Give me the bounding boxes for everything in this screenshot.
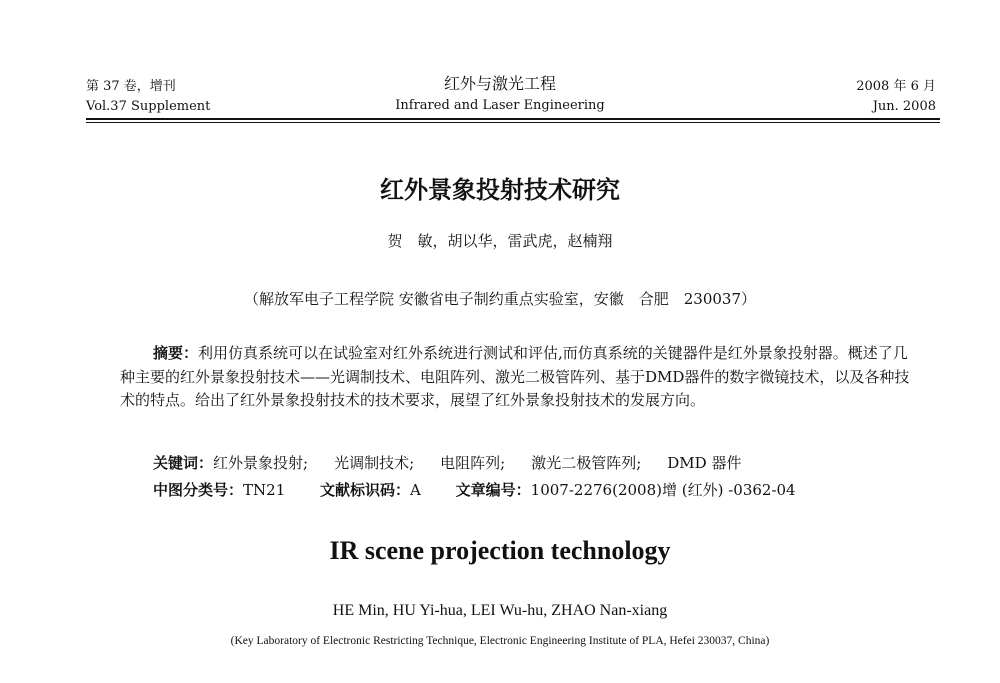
header-rule-thick	[86, 118, 940, 120]
date-cn: 2008 年 6 月	[856, 79, 936, 94]
article-id-group	[456, 481, 796, 499]
affiliation-en: (Key Laboratory of Electronic Restricting Technique, Electronic Engineering Institute of PLA, Hefei 230037, China)	[230, 635, 770, 647]
volume-en: Vol.37 Supplement	[86, 99, 211, 114]
article-id-value: 1007-2276(2008)增 (红外) -0362-04	[530, 481, 796, 499]
keyword-item: 电阻阵列;	[440, 454, 506, 472]
keyword-item: DMD 器件	[667, 454, 742, 472]
doc-code-group	[320, 481, 421, 499]
clc-group	[153, 481, 285, 499]
volume-cn: 第 37 卷，增刊	[86, 79, 176, 94]
abstract-text: 利用仿真系统可以在试验室对红外系统进行测试和评估,而仿真系统的关键器件是红外景象投射器。概述了几种主要的红外景象投射技术——光调制技术、电阻阵列、激光二极管阵列、基于DMD器件的数字微镜技术，以及各种技术的特点。给出了红外景象投射技术的技术要求，展望了红外景象投射技术的发展方向。	[120, 344, 910, 409]
clc-label: 中图分类号：	[153, 481, 244, 499]
keywords	[153, 452, 913, 474]
journal-name	[0, 73, 1000, 117]
paper-title-cn: 红外景象投射技术研究	[380, 176, 620, 204]
keyword-item: 光调制技术;	[334, 454, 415, 472]
article-id-label: 文章编号：	[455, 481, 531, 499]
journal-date	[856, 77, 936, 117]
classification	[153, 479, 913, 501]
header-rule-thin	[86, 122, 940, 123]
authors-en: HE Min, HU Yi-hua, LEI Wu-hu, ZHAO Nan-xiang	[332, 602, 668, 619]
abstract	[120, 342, 910, 413]
keyword-item: 红外景象投射;	[213, 454, 309, 472]
journal-name-en: Infrared and Laser Engineering	[395, 98, 605, 113]
abstract-label: 摘要：	[153, 344, 199, 362]
authors-cn: 贺 敏，胡以华，雷武虎，赵楠翔	[387, 232, 613, 250]
keywords-label: 关键词：	[153, 454, 214, 472]
paper-title-en: IR scene projection technology	[329, 536, 671, 565]
keyword-item: 激光二极管阵列;	[531, 454, 642, 472]
date-en: Jun. 2008	[872, 99, 936, 114]
journal-name-cn: 红外与激光工程	[443, 74, 556, 93]
clc-value: TN21	[243, 481, 286, 499]
doc-code-label: 文献标识码：	[320, 481, 411, 499]
affiliation-cn: （解放军电子工程学院 安徽省电子制约重点实验室，安徽 合肥 230037）	[243, 290, 757, 308]
doc-code-value: A	[410, 481, 421, 499]
